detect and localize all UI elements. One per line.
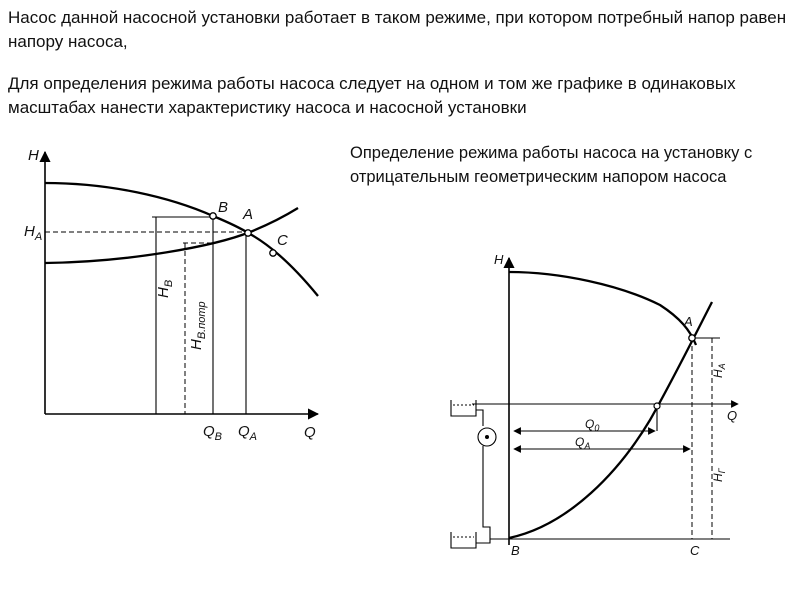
fig2-qa-label: $Q_A$ [575,435,591,451]
fig1-point-c-marker [270,250,276,256]
fig1-point-b-marker [210,213,216,219]
fig1-axis-h-label: H [28,147,39,164]
fig2-q0-label: $Q_0$ [585,417,600,433]
fig2-axis-q-label: Q [727,408,738,423]
fig2-axis-h-label: H [494,252,504,267]
fig1-point-a-marker [245,230,251,236]
fig1-axis-q-label: Q [304,424,316,441]
figure-negative-head [451,252,738,558]
fig2-point-a-label: A [684,314,693,329]
fig1-hb-label: $H_B$ [155,279,175,298]
fig2-point-a-marker [689,335,695,341]
fig2-point-c-label: C [690,543,700,558]
fig1-point-b-label: B [218,199,229,216]
lower-tank [451,532,476,548]
fig1-qa-label: $Q_A$ [238,423,258,443]
fig2-installation-curve [509,302,712,538]
paragraph-operating-condition: Насос данной насосной установки работает в таком режиме, при котором потребный напор равен напору насоса, [8,8,787,51]
fig2-tank-schematic [451,400,496,548]
fig2-hg-label: $H_Г$ [711,468,727,482]
fig1-hbpotr-label: $H_{B.потр}$ [188,301,208,350]
fig1-installation-curve [45,208,298,263]
fig2-ha-label: $H_A$ [711,363,727,378]
fig1-point-c-label: C [277,232,288,249]
paragraph-method: Для определения режима работы насоса следует на одном и том же графике в одинаковых масштабах нанести характеристику насоса и насосной установки [8,74,736,117]
pipe [476,410,490,543]
fig2-point-b-label: B [511,543,520,558]
fig2-pump-curve [509,272,696,345]
fig1-qb-label: $Q_B$ [203,423,223,443]
paragraph-figure-2-caption: Определение режима работы насоса на установку с отрицательным геометрическим напором насоса [350,144,753,186]
fig1-point-a-label: A [243,206,254,223]
fig2-point-0-marker [654,403,660,409]
fig1-ha-label: $H_A$ [24,223,43,243]
upper-tank [451,400,476,416]
